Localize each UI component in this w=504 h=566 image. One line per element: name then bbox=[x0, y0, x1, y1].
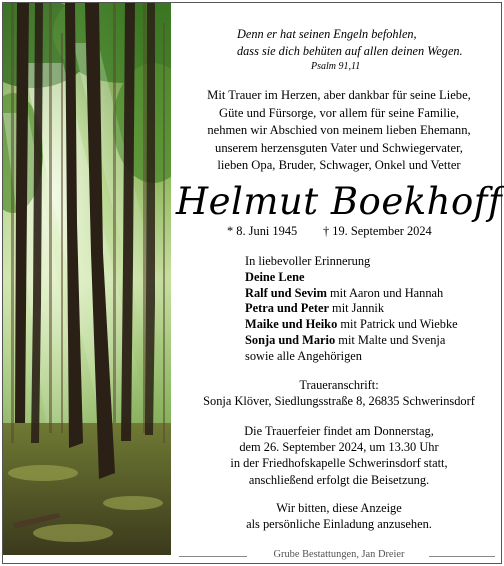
family-member: Sonja und Mario bbox=[245, 332, 336, 347]
family-member: Ralf und Sevim bbox=[245, 285, 327, 300]
life-dates bbox=[227, 224, 487, 239]
ceremony-line: Die Trauerfeier findet am Donnerstag, bbox=[244, 424, 434, 438]
death-date: † 19. September 2024 bbox=[323, 224, 432, 238]
ceremony-line: dem 26. September 2024, um 13.30 Uhr bbox=[239, 440, 439, 455]
verse-reference: Psalm 91,11 bbox=[311, 61, 361, 72]
intro-line: unserem herzensguten Vater und Schwiegervater, bbox=[215, 140, 463, 155]
verse-line-2: dass sie dich behüten auf allen deinen Wegen. bbox=[237, 44, 463, 58]
request-line: als persönliche Einladung anzusehen. bbox=[246, 517, 432, 532]
family-closing: sowie alle Angehörigen bbox=[245, 348, 362, 363]
family-member-extra: mit Jannik bbox=[328, 301, 385, 316]
ceremony-line: in der Friedhofskapelle Schwerinsdorf statt, bbox=[230, 456, 448, 471]
family-row bbox=[245, 286, 495, 302]
family-member-extra: mit Aaron und Hannah bbox=[326, 285, 444, 300]
obituary-notice bbox=[2, 2, 502, 564]
family-row bbox=[245, 270, 495, 286]
invitation-note bbox=[175, 500, 503, 532]
intro-line: Mit Trauer im Herzen, aber dankbar für seine Liebe, bbox=[207, 88, 471, 102]
bible-verse bbox=[237, 26, 497, 60]
family-row bbox=[245, 301, 495, 317]
text-column bbox=[175, 3, 503, 555]
family-member-extra: mit Patrick und Wiebke bbox=[337, 317, 458, 332]
family-row bbox=[245, 333, 495, 349]
footer-rule-left bbox=[179, 556, 247, 557]
forest-image bbox=[3, 3, 171, 555]
funeral-ceremony-info bbox=[175, 423, 503, 488]
funeral-home-credit: Grube Bestattungen, Jan Dreier bbox=[273, 549, 405, 560]
footer-rule-right bbox=[429, 556, 495, 557]
family-member: Maike und Heiko bbox=[245, 317, 338, 332]
address-line: Sonja Klöver, Siedlungsstraße 8, 26835 Schwerinsdorf bbox=[203, 394, 475, 408]
intro-line: nehmen wir Abschied von meinem lieben Ehemann, bbox=[207, 123, 471, 138]
verse-line-1: Denn er hat seinen Engeln befohlen, bbox=[237, 27, 417, 41]
mourning-address bbox=[175, 377, 503, 409]
family-list bbox=[245, 254, 495, 365]
birth-date: * 8. Juni 1945 bbox=[227, 224, 298, 238]
intro-line: lieben Opa, Bruder, Schwager, Onkel und Vetter bbox=[217, 158, 461, 173]
intro-line: Güte und Fürsorge, vor allem für seine Familie, bbox=[218, 105, 460, 120]
family-row bbox=[245, 317, 495, 333]
ceremony-line: anschließend erfolgt die Beisetzung. bbox=[248, 472, 430, 487]
deceased-name: Helmut Boekhoff bbox=[175, 180, 503, 223]
family-member-extra: mit Malte und Svenja bbox=[335, 332, 446, 347]
family-member: Deine Lene bbox=[245, 269, 305, 284]
family-intro: In liebevoller Erinnerung bbox=[245, 254, 371, 268]
family-member: Petra und Peter bbox=[245, 301, 329, 316]
mourning-intro bbox=[175, 87, 503, 175]
footer bbox=[3, 549, 503, 563]
address-heading: Traueranschrift: bbox=[299, 378, 379, 392]
request-line: Wir bitten, diese Anzeige bbox=[276, 501, 402, 515]
